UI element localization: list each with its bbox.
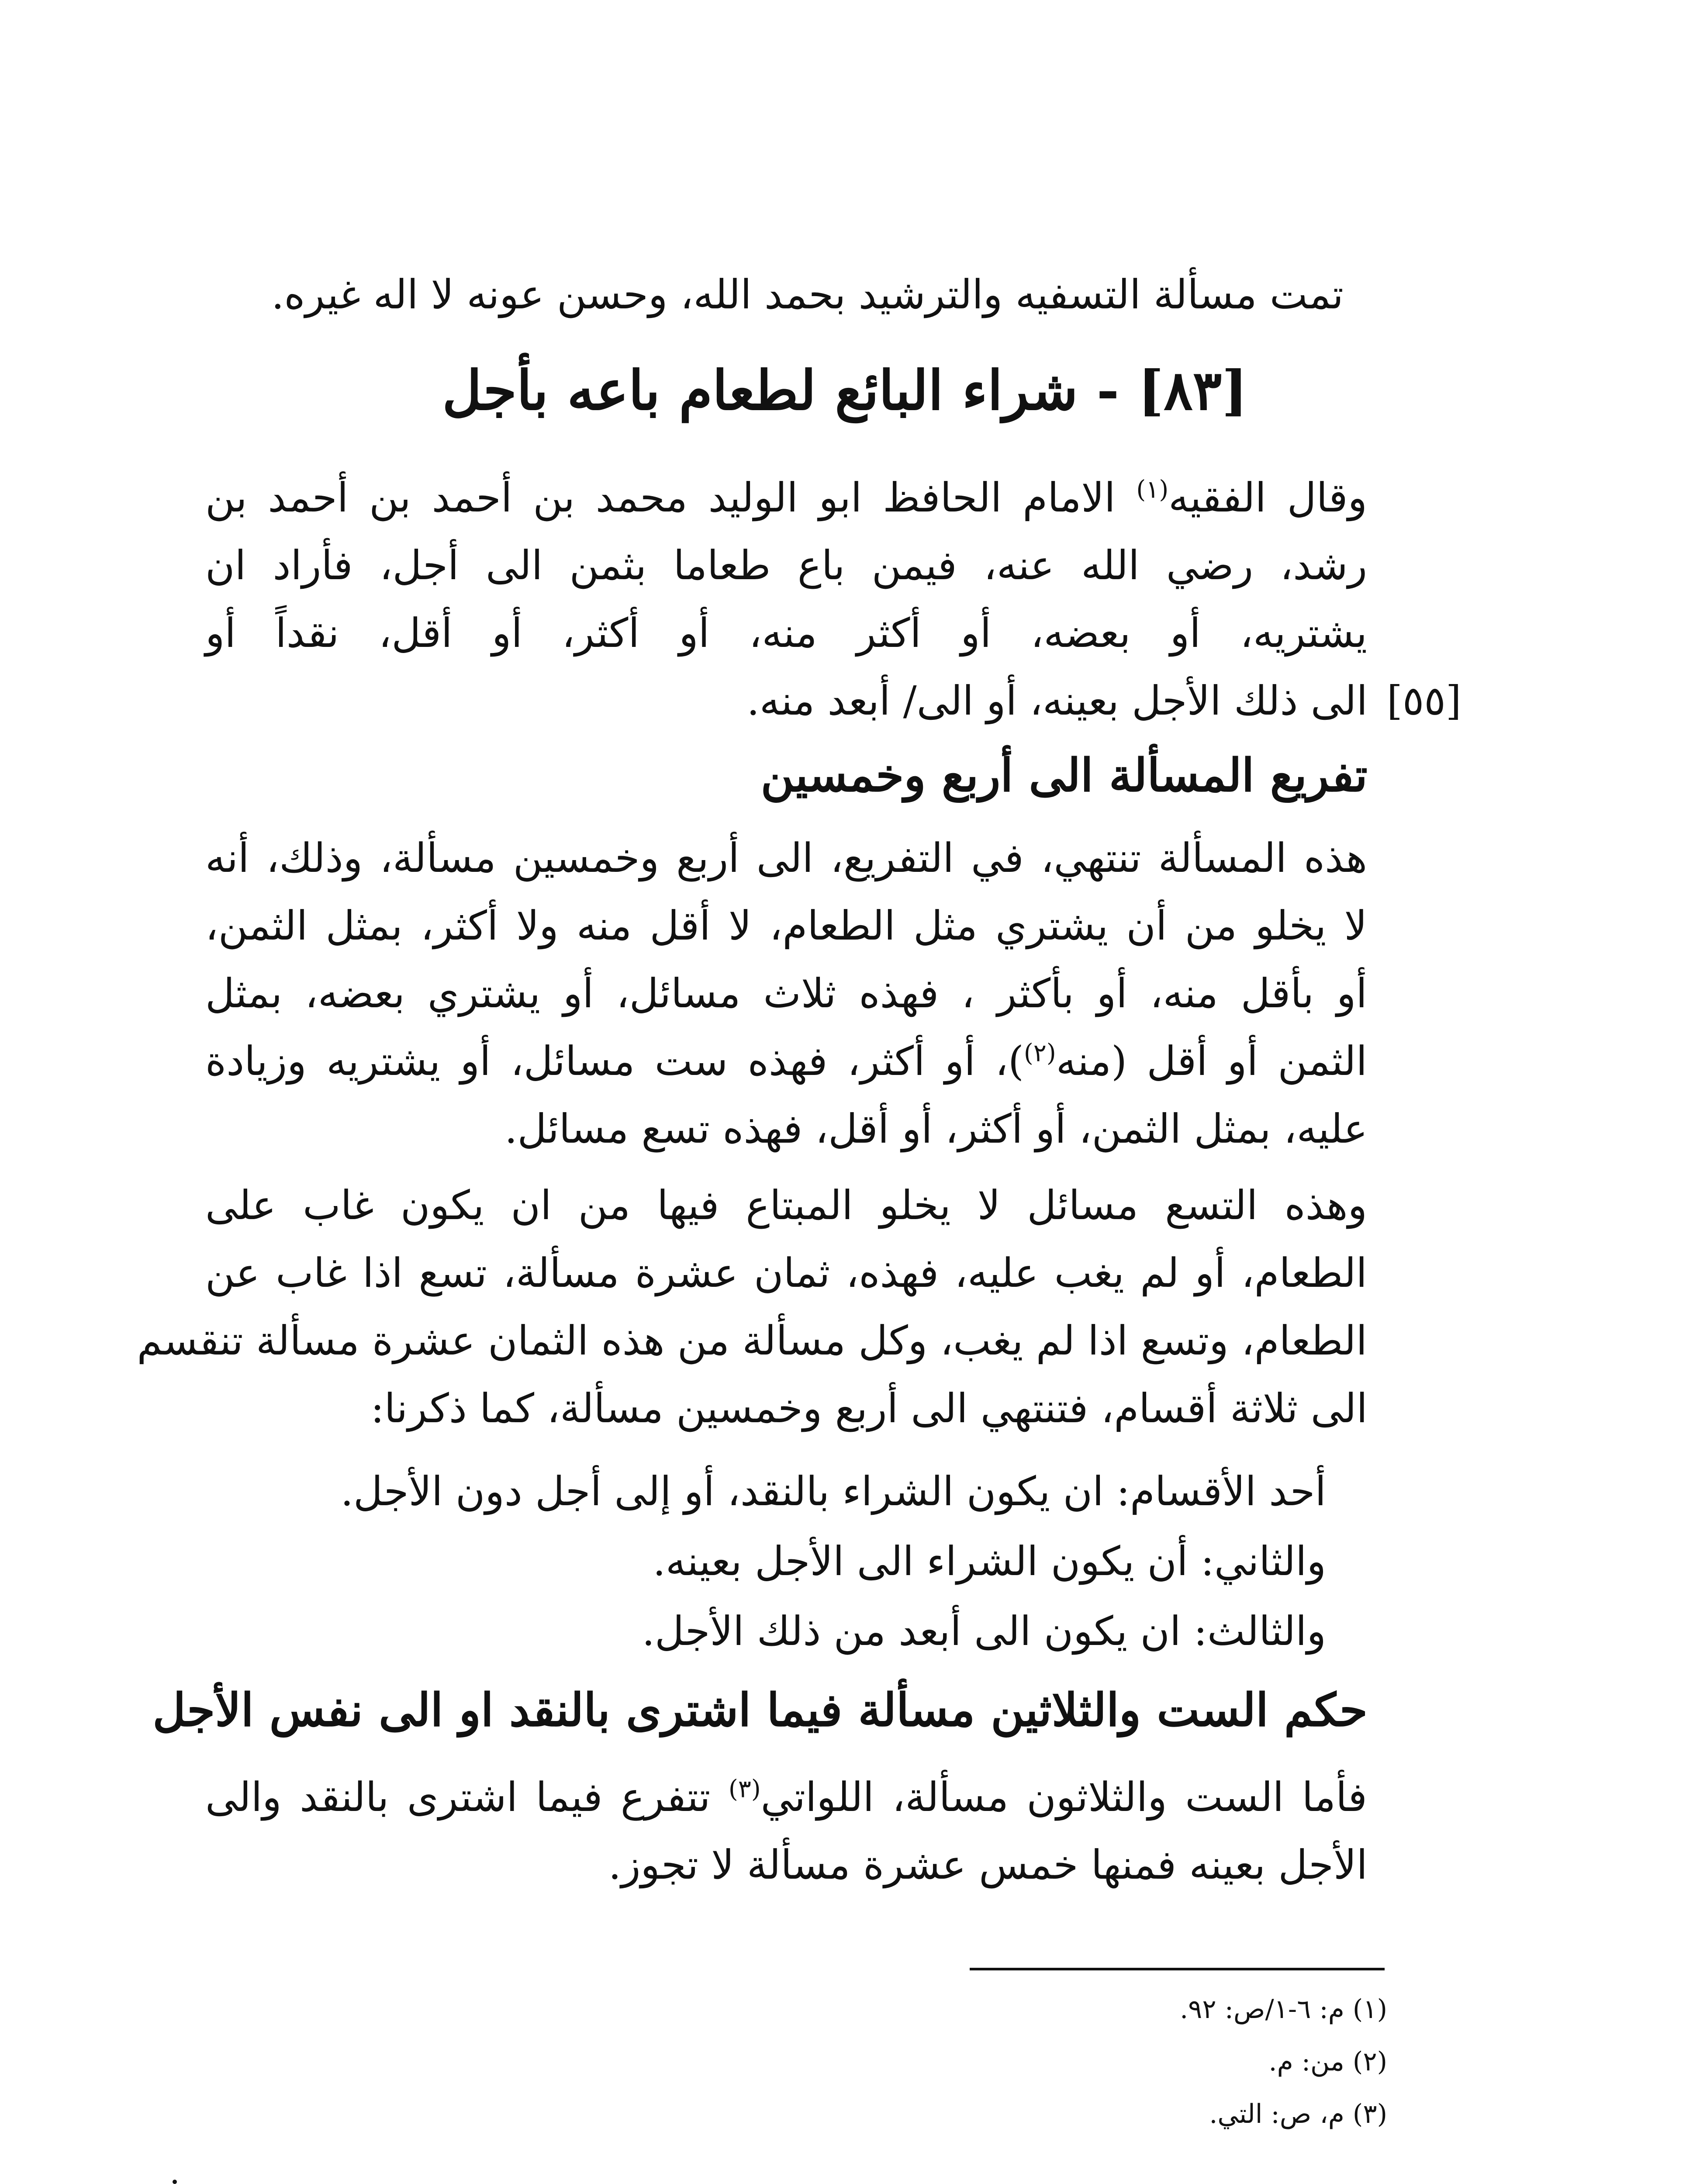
intro-line-3: يشتريه، أو بعضه، أو أكثر منه، أو أكثر، أو أقل، نقداً أو bbox=[205, 610, 1367, 657]
para-text: الثمن أو أقل (منه bbox=[1056, 1038, 1367, 1085]
heading-subdivision: تفريع المسألة الى أربع وخمسين bbox=[760, 748, 1368, 802]
para2-line-2: الطعام، أو لم يغب عليه، فهذه، ثمان عشرة مسألة، تسع اذا غاب عن bbox=[205, 1250, 1367, 1296]
intro-line-1 bbox=[205, 465, 1367, 531]
margin-folio-number: [٥٥] bbox=[1387, 677, 1462, 724]
para1-line-4 bbox=[205, 1029, 1367, 1094]
para1-line-3: أو بأقل منه، أو بأكثر ، فهذه ثلاث مسائل، أو يشتري بعضه، بمثل bbox=[205, 970, 1367, 1017]
para1-line-5: عليه، بمثل الثمن، أو أكثر، أو أقل، فهذه تسع مسائل. bbox=[504, 1106, 1368, 1152]
para1-line-1: هذه المسألة تنتهي، في التفريع، الى أربع وخمسين مسألة، وذلك، أنه bbox=[205, 835, 1367, 881]
para-text: تتفرع فيما اشترى بالنقد والى bbox=[205, 1774, 729, 1821]
division-1: أحد الأقسام: ان يكون الشراء بالنقد، أو إلى أجل دون الأجل. bbox=[340, 1468, 1326, 1515]
para3-line-1 bbox=[205, 1765, 1367, 1830]
para1-line-2: لا يخلو من أن يشتري مثل الطعام، لا أقل منه ولا أكثر، بمثل الثمن، bbox=[205, 902, 1367, 949]
footnote-mark-3: (٣) bbox=[728, 1775, 761, 1804]
scan-speck bbox=[173, 2180, 177, 2184]
intro-text: الامام الحافظ ابو الوليد محمد بن أحمد بن أحمد بن bbox=[205, 474, 1137, 521]
division-3: والثالث: ان يكون الى أبعد من ذلك الأجل. bbox=[642, 1608, 1326, 1655]
heading-ruling: حكم الست والثلاثين مسألة فيما اشترى بالنقد او الى نفس الأجل bbox=[152, 1683, 1368, 1737]
para3-line-2: الأجل بعينه فمنها خمس عشرة مسألة لا تجوز. bbox=[608, 1842, 1368, 1888]
para2-line-1: وهذه التسع مسائل لا يخلو المبتاع فيها من ان يكون غاب على bbox=[205, 1182, 1367, 1229]
section-title: [٨٣] - شراء البائع لطعام باعه بأجل bbox=[442, 359, 1247, 422]
footnote-1: (١) م: ٦-١/ص: ٩٢. bbox=[1180, 1994, 1387, 2025]
footnote-2: (٢) من: م. bbox=[1268, 2046, 1387, 2077]
para-text: )، أو أكثر، فهذه ست مسائل، أو يشتريه وزيادة bbox=[205, 1038, 1024, 1085]
footnote-3: (٣) م، ص: التي. bbox=[1209, 2099, 1387, 2129]
para2-line-4: الى ثلاثة أقسام، فتنتهي الى أربع وخمسين مسألة، كما ذكرنا: bbox=[370, 1385, 1368, 1432]
division-2: والثاني: أن يكون الشراء الى الأجل بعينه. bbox=[653, 1538, 1326, 1585]
intro-line-2: رشد، رضي الله عنه، فيمن باع طعاما بثمن الى أجل، فأراد ان bbox=[205, 542, 1367, 589]
intro-text: وقال الفقيه bbox=[1168, 474, 1368, 521]
para-text: فأما الست والثلاثون مسألة، اللواتي bbox=[760, 1774, 1367, 1821]
footnote-mark-1: (١) bbox=[1136, 475, 1169, 504]
footnote-separator bbox=[970, 1968, 1385, 1970]
closing-line: تمت مسألة التسفيه والترشيد بحمد الله، وحسن عونه لا اله غيره. bbox=[271, 271, 1344, 318]
footnote-mark-2: (٢) bbox=[1023, 1039, 1056, 1068]
para2-line-3: الطعام، وتسع اذا لم يغب، وكل مسألة من هذه الثمان عشرة مسألة تنقسم bbox=[137, 1317, 1367, 1364]
intro-line-4: الى ذلك الأجل بعينه، أو الى/ أبعد منه. bbox=[746, 677, 1368, 724]
